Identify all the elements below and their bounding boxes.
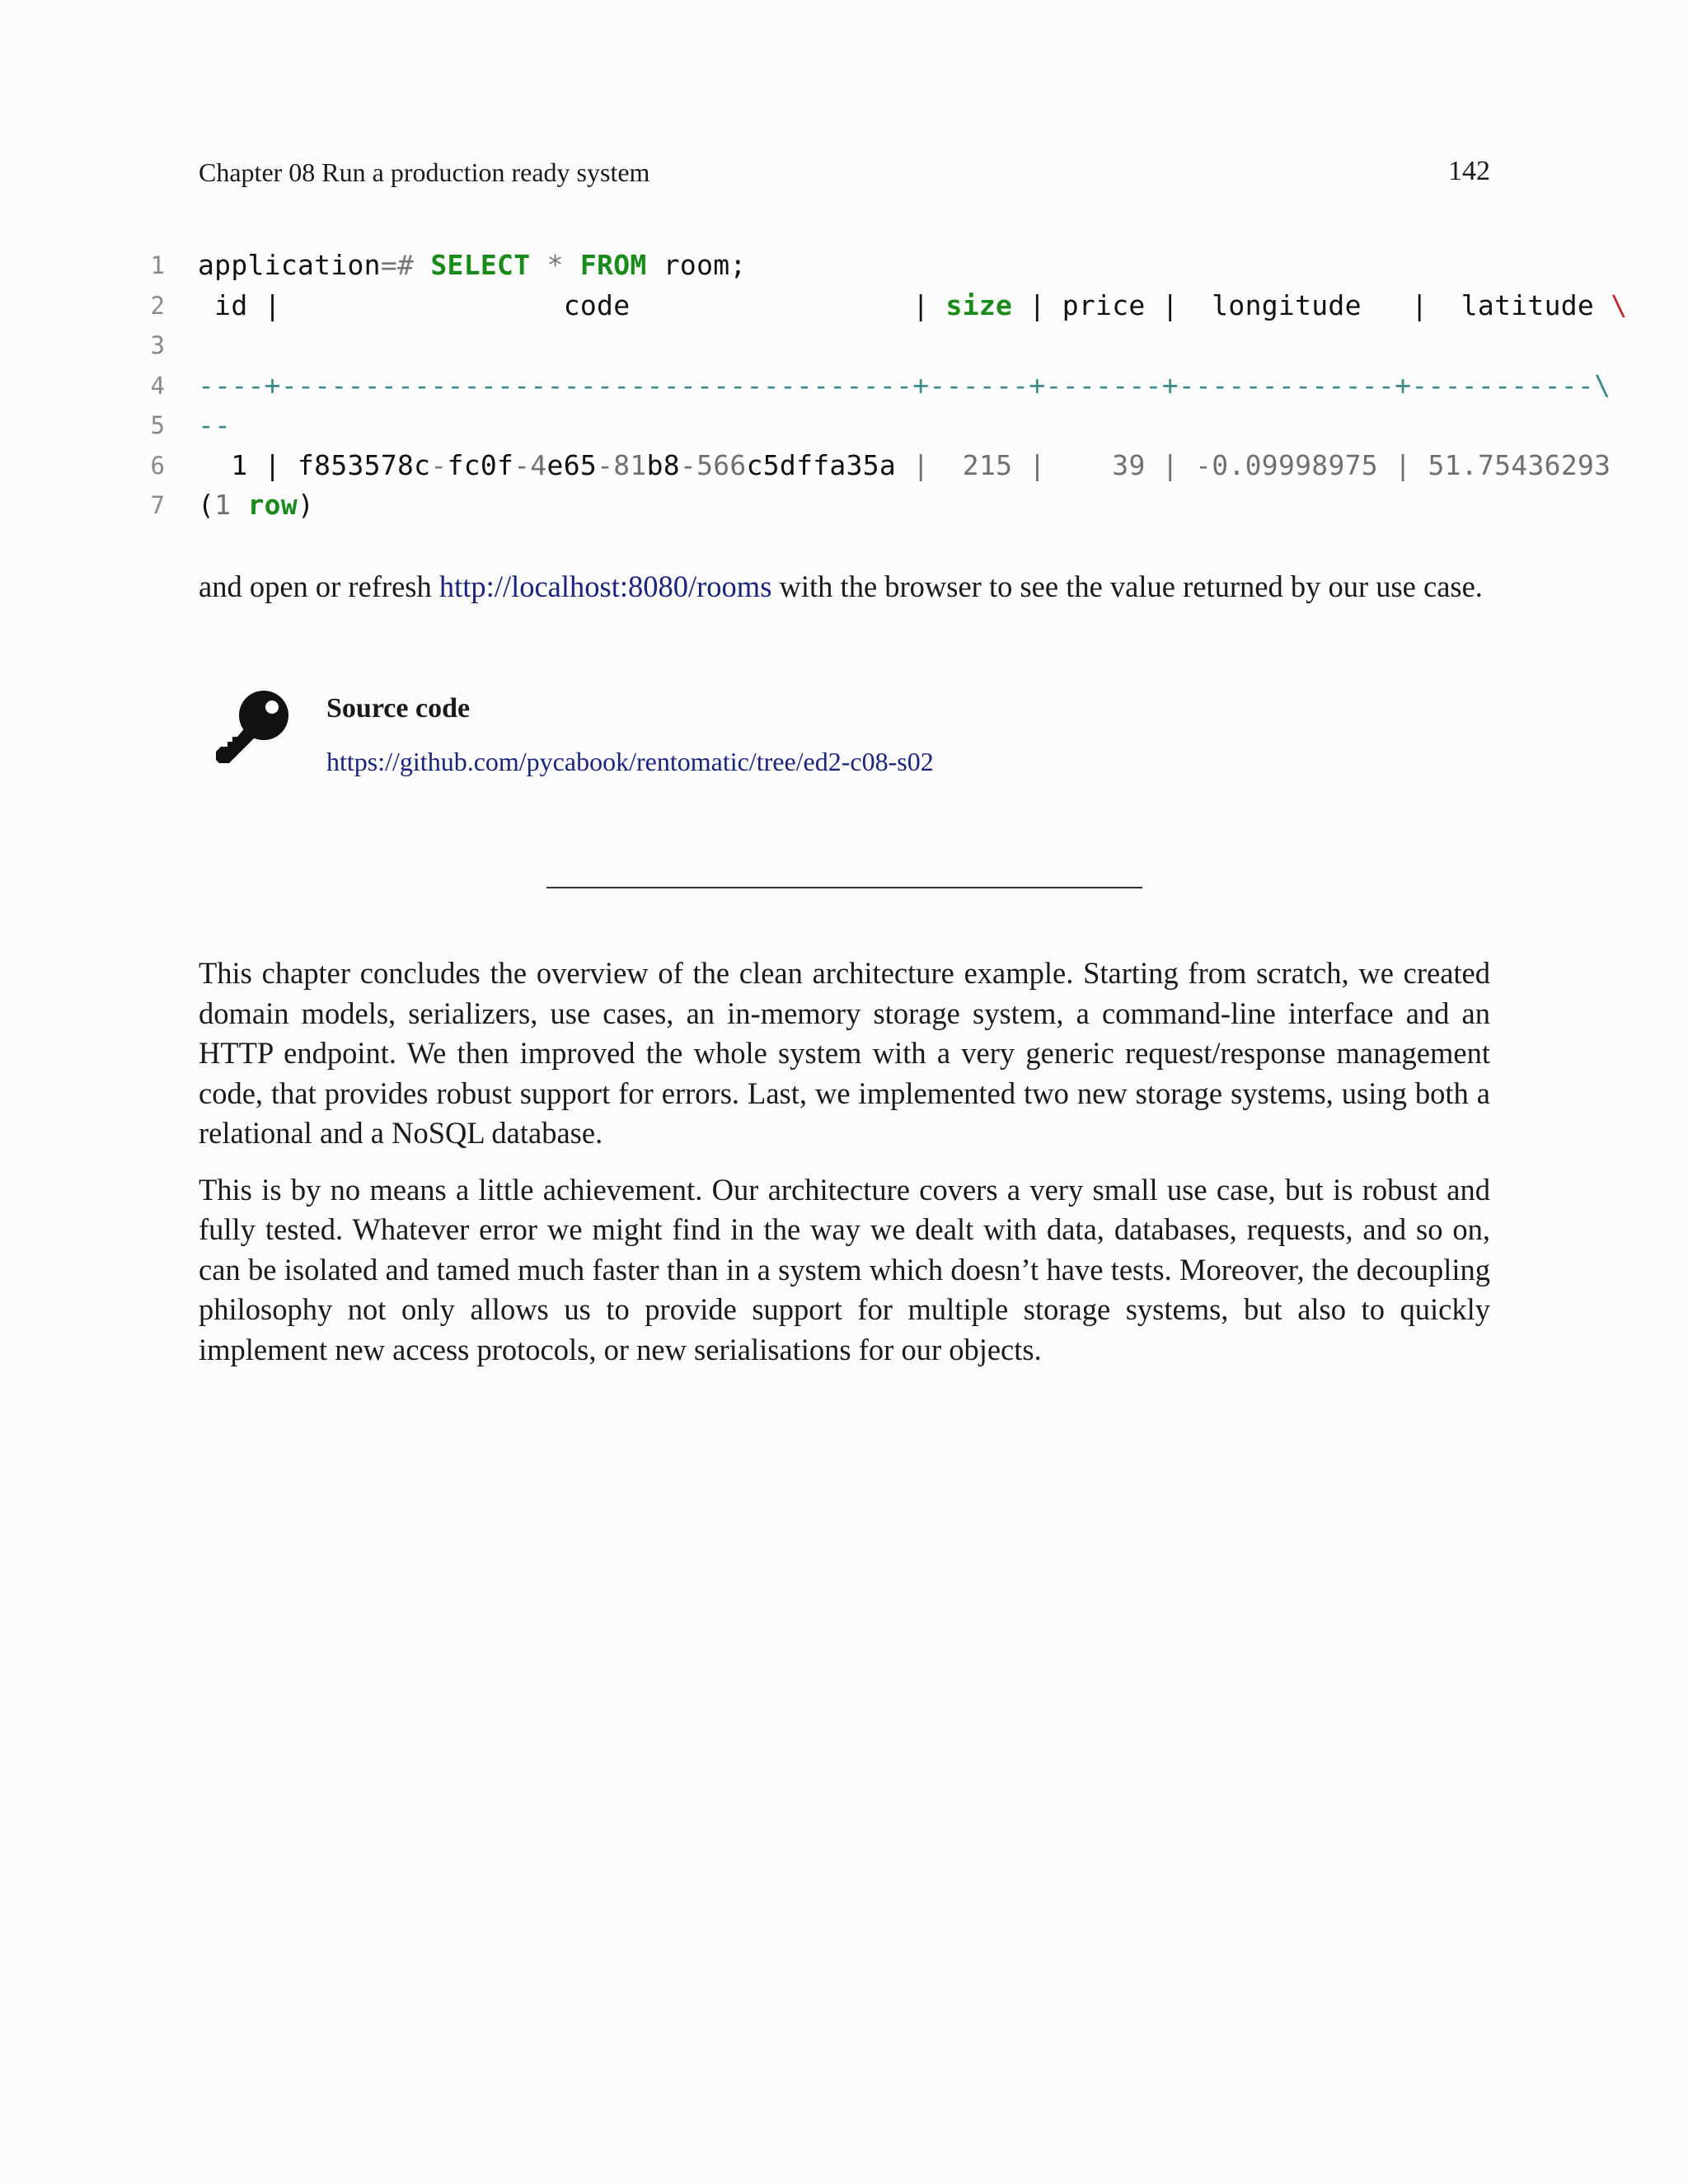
code-token: =# xyxy=(380,249,415,281)
code-text xyxy=(165,485,314,526)
code-token: 1 xyxy=(214,489,232,521)
code-line xyxy=(124,485,1599,526)
sql-keyword: row xyxy=(247,489,298,521)
code-token: | price | longitude | latitude xyxy=(1012,288,1611,321)
source-code-box xyxy=(213,682,1037,781)
code-token: * xyxy=(546,249,564,281)
code-token: -81 xyxy=(597,448,647,481)
key-icon xyxy=(213,684,295,766)
code-text: ----+--------------------------------------+------+-------+-------------+-----------\ xyxy=(198,368,1611,401)
chapter-title: Chapter 08 Run a production ready system xyxy=(199,157,650,187)
code-token: room; xyxy=(663,249,747,281)
code-token: \ xyxy=(1611,288,1628,321)
code-text: -- xyxy=(198,409,232,441)
code-text xyxy=(165,246,747,286)
sql-keyword: FROM xyxy=(579,249,647,281)
code-token: id | code | xyxy=(198,288,946,321)
sql-keyword: size xyxy=(945,288,1013,321)
code-token: 1 | f853578c xyxy=(198,448,431,481)
line-number: 1 xyxy=(150,251,165,279)
code-token: ( xyxy=(198,489,215,521)
paragraph-refresh xyxy=(199,567,1490,607)
section-divider xyxy=(546,887,1142,888)
code-token: - xyxy=(430,448,448,481)
line-number: 6 xyxy=(150,451,165,480)
conclusion-paragraph: This is by no means a little achievement. Our architecture covers a very small use case, but is robust and fully tested. Whatever error we might find in the way we dealt with data, databases, requests, and so on, can be isolated and tamed much faster than in a system which doesn’t have tests. Moreover, the decoupling philosophy not only allows us to provide support for multiple storage systems, but also to quickly implement new access protocols, or new serialisations for our objects. xyxy=(199,1172,1490,1366)
code-line xyxy=(124,246,1599,286)
line-number: 2 xyxy=(150,291,165,320)
code-line xyxy=(124,286,1628,326)
code-token xyxy=(231,489,247,521)
code-token: fc0f xyxy=(447,448,514,481)
code-token: | 215 | 39 | -0.09998975 | 51.75436293 xyxy=(896,448,1611,481)
code-token: application xyxy=(198,249,381,281)
code-token: -566 xyxy=(679,448,747,481)
code-text xyxy=(165,446,1611,486)
page-number: 142 xyxy=(1448,156,1490,186)
source-code-title: Source code xyxy=(326,693,471,724)
line-number: 3 xyxy=(150,331,165,359)
code-token: -4 xyxy=(513,448,547,481)
paragraph-text: and open or refresh xyxy=(199,569,439,603)
code-line xyxy=(124,446,1611,486)
paragraph-text: with the browser to see the value returned by our use case. xyxy=(771,569,1483,603)
code-text xyxy=(165,326,198,366)
code-line xyxy=(124,366,1611,406)
code-block xyxy=(124,246,1628,526)
line-number: 7 xyxy=(150,491,165,519)
code-token: ) xyxy=(298,489,315,521)
conclusion-paragraph: This chapter concludes the overview of the clean architecture example. Starting from scratch, we created domain models, serializers, use cases, an in-memory storage system, a command-line interface and an HTTP endpoint. We then improved the whole system with a very generic request/response management code, that provides robust support for errors. Last, we implemented two new storage systems, using both a relational and a NoSQL database. xyxy=(199,956,1490,1150)
code-text xyxy=(165,286,1627,326)
conclusion-section xyxy=(199,954,1490,1386)
code-token: e65 xyxy=(546,448,598,481)
code-line xyxy=(124,326,1599,366)
code-token: b8 xyxy=(646,448,680,481)
github-repo-link[interactable]: https://github.com/pycabook/rentomatic/tree/ed2-c08-s02 xyxy=(326,747,934,776)
line-number: 4 xyxy=(150,371,165,400)
line-number: 5 xyxy=(150,411,165,439)
source-code-url xyxy=(326,743,934,780)
code-line xyxy=(124,405,1599,446)
sql-keyword: SELECT xyxy=(430,249,531,281)
paragraph xyxy=(199,567,1490,624)
localhost-rooms-link[interactable]: http://localhost:8080/rooms xyxy=(438,569,772,603)
code-token: c5dffa35a xyxy=(746,448,897,481)
